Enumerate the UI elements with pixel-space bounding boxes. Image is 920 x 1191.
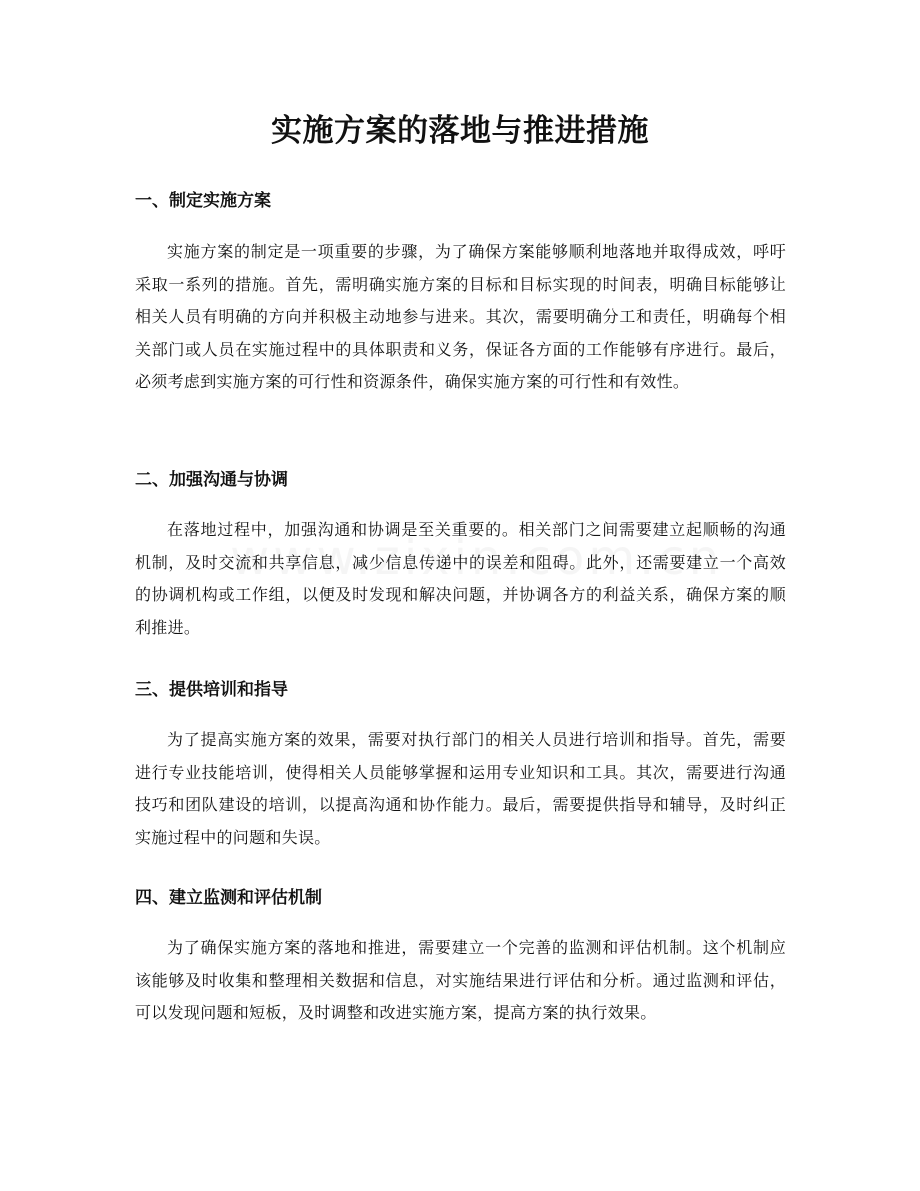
- section-body-2: 在落地过程中，加强沟通和协调是至关重要的。相关部门之间需要建立起顺畅的沟通机制，及时交流和共享信息，减少信息传递中的误差和阻碍。此外，还需要建立一个高效的协调机构或工作组，以便及时发现和解决问题，并协调各方的利益关系，确保方案的顺利推进。: [135, 520, 786, 637]
- section-heading-2: 二、加强沟通与协调: [135, 470, 288, 490]
- section-heading-4: 四、建立监测和评估机制: [135, 888, 322, 908]
- section-body-1: 实施方案的制定是一项重要的步骤，为了确保方案能够顺利地落地并取得成效，呼吁采取一系列的措施。首先，需明确实施方案的目标和目标实现的时间表，明确目标能够让相关人员有明确的方向并积极主动地参与进来。其次，需要明确分工和责任，明确每个相关部门或人员在实施过程中的具体职责和义务，保证各方面的工作能够有序进行。最后，必须考虑到实施方案的可行性和资源条件，确保实施方案的可行性和有效性。: [135, 242, 786, 391]
- section-body-4: 为了确保实施方案的落地和推进，需要建立一个完善的监测和评估机制。这个机制应该能够及时收集和整理相关数据和信息，对实施结果进行评估和分析。通过监测和评估，可以发现问题和短板，及时调整和改进实施方案，提高方案的执行效果。: [135, 938, 786, 1022]
- section-heading-3: 三、提供培训和指导: [135, 680, 288, 700]
- page-title: 实施方案的落地与推进措施: [271, 113, 649, 149]
- section-body-3: 为了提高实施方案的效果，需要对执行部门的相关人员进行培训和指导。首先，需要进行专业技能培训，使得相关人员能够掌握和运用专业知识和工具。其次，需要进行沟通技巧和团队建设的培训，以提高沟通和协作能力。最后，需要提供指导和辅导，及时纠正实施过程中的问题和失误。: [135, 730, 786, 847]
- section-heading-1: 一、制定实施方案: [135, 191, 271, 211]
